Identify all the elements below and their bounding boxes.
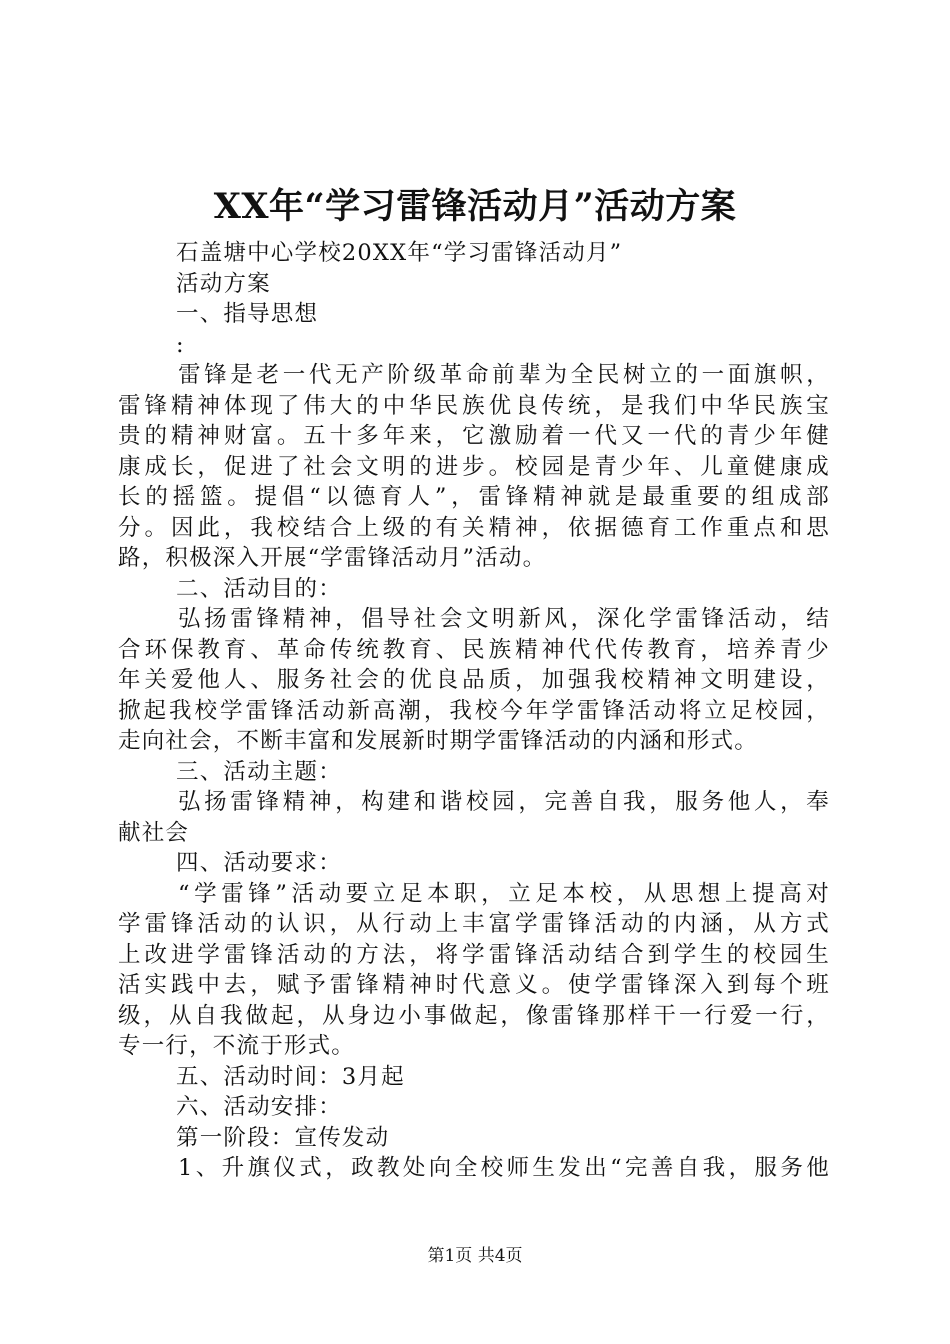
paragraph-line: 雷锋是老一代无产阶级革命前辈为全民树立的一面旗帜， <box>178 362 830 388</box>
subsection-heading: 第一阶段：宣传发动 <box>176 1124 390 1151</box>
text-line: : <box>176 331 185 358</box>
section-heading: 四、活动要求： <box>176 850 342 876</box>
paragraph-line: 贵的精神财富。五十多年来，它激励着一代又一代的青少年健 <box>118 423 830 449</box>
paragraph-line: 康成长，促进了社会文明的进步。校园是青少年、儿童健康成 <box>118 453 830 480</box>
paragraph-line: 级，从自我做起，从身边小事做起，像雷锋那样干一行爱一行， <box>118 1002 830 1029</box>
paragraph-line: 路，积极深入开展“学雷锋活动月”活动。 <box>118 545 547 571</box>
paragraph-line: 雷锋精神体现了伟大的中华民族优良传统，是我们中华民族宝 <box>118 392 830 419</box>
text-line: 活动方案 <box>176 270 271 297</box>
paragraph-line: 走向社会，不断丰富和发展新时期学雷锋活动的内涵和形式。 <box>118 728 758 754</box>
paragraph-line: 学雷锋活动的认识，从行动上丰富学雷锋活动的内涵，从方式 <box>118 911 830 937</box>
paragraph-line: 1、升旗仪式，政教处向全校师生发出“完善自我，服务他 <box>178 1155 830 1181</box>
paragraph-line: 长的摇篮。提倡“以德育人”，雷锋精神就是最重要的组成部 <box>118 484 830 510</box>
document-title: XX年“学习雷锋活动月”活动方案 <box>213 186 737 227</box>
section-heading: 二、活动目的： <box>176 575 342 602</box>
paragraph-line: 专一行，不流于形式。 <box>118 1033 356 1059</box>
section-heading: 一、指导思想 <box>176 301 319 327</box>
paragraph-line: 弘扬雷锋精神，倡导社会文明新风，深化学雷锋活动，结 <box>178 606 830 632</box>
section-heading: 六、活动安排： <box>176 1094 342 1120</box>
paragraph-line: 掀起我校学雷锋活动新高潮，我校今年学雷锋活动将立足校园， <box>118 697 830 724</box>
section-heading: 三、活动主题： <box>176 758 342 785</box>
paragraph-line: 活实践中去，赋予雷锋精神时代意义。使学雷锋深入到每个班 <box>118 972 830 998</box>
page-footer: 第1页 共4页 <box>427 1246 523 1266</box>
paragraph-line: 弘扬雷锋精神，构建和谐校园，完善自我，服务他人，奉 <box>178 789 830 815</box>
section-heading: 五、活动时间：3月起 <box>176 1063 405 1090</box>
paragraph-line: 分。因此，我校结合上级的有关精神，依据德育工作重点和思 <box>118 514 830 541</box>
paragraph-line: 献社会 <box>118 819 190 846</box>
paragraph-line: 合环保教育、革命传统教育、民族精神代代传教育，培养青少 <box>118 636 830 663</box>
text-line: 石盖塘中心学校20XX年“学习雷锋活动月” <box>176 240 623 266</box>
paragraph-line: 上改进学雷锋活动的方法，将学雷锋活动结合到学生的校园生 <box>118 941 830 968</box>
document-body <box>118 238 830 1184</box>
paragraph-line: 年关爱他人、服务社会的优良品质，加强我校精神文明建设， <box>118 667 830 693</box>
paragraph-line: “学雷锋”活动要立足本职，立足本校，从思想上提高对 <box>178 880 830 907</box>
